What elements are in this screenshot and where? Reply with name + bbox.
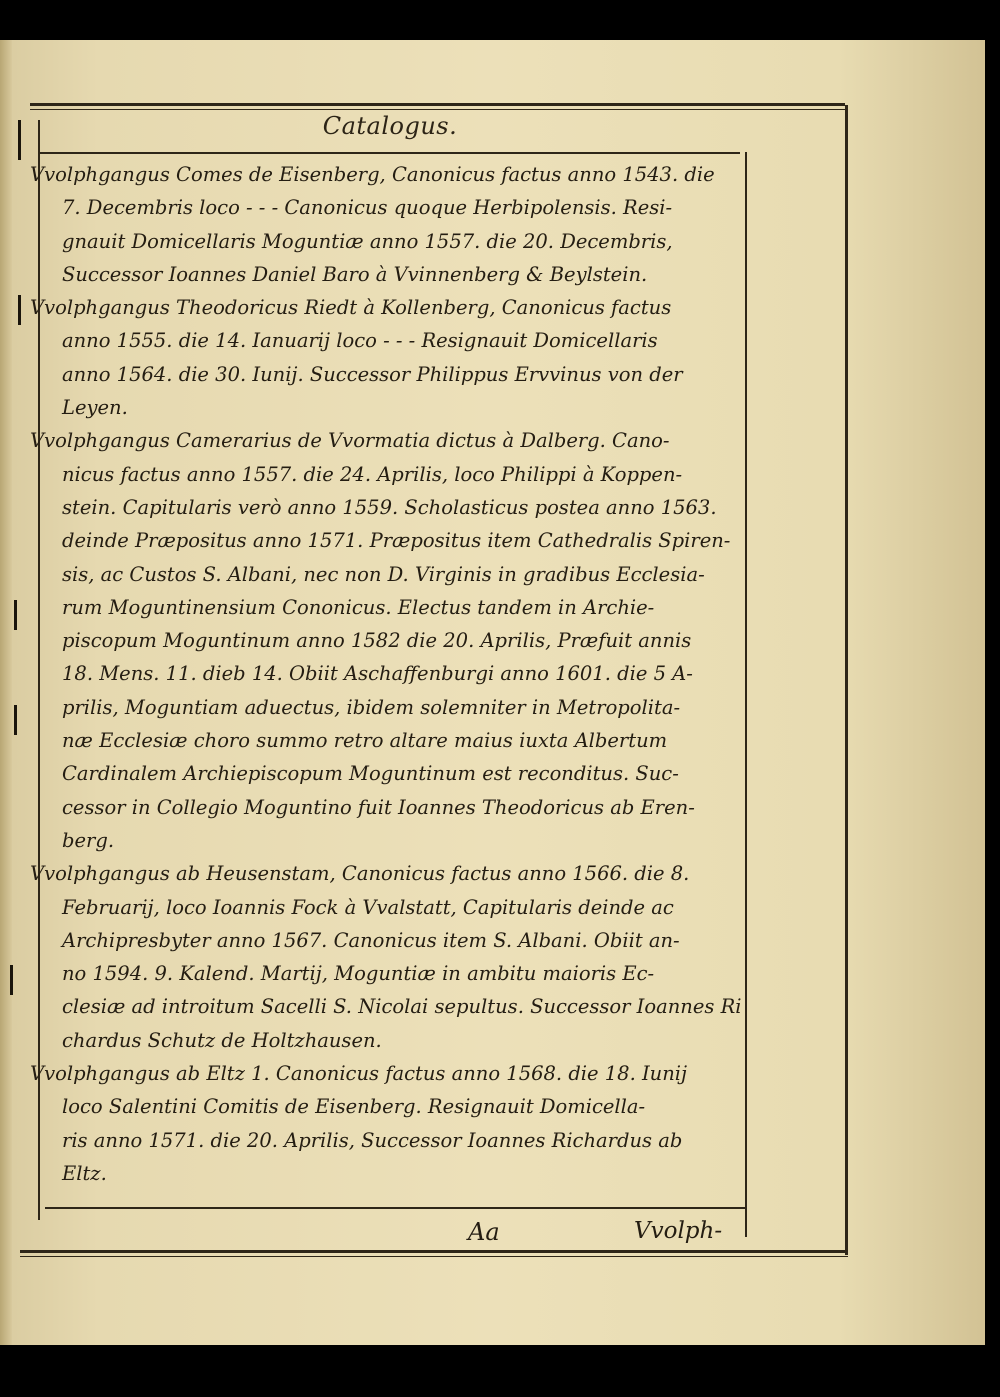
entry-line: Cardinalem Archiepiscopum Moguntinum est reconditus. Suc- xyxy=(62,762,679,786)
entry-heading-line: Vvolphgangus Camerarius de Vvormatia dictus à Dalberg. Cano- xyxy=(30,429,670,453)
bottom-rule-thin xyxy=(20,1256,848,1257)
entry-line: anno 1564. die 30. Iunij. Successor Philippus Ervvinus von der xyxy=(62,362,683,386)
entry-line: 7. Decembris loco - - - Canonicus quoque Herbipolensis. Resi- xyxy=(62,196,673,220)
catalogue-entry xyxy=(30,857,745,1057)
entry-line: rum Moguntinensium Cononicus. Electus tandem in Archie- xyxy=(62,595,655,619)
entry-line: Leyen. xyxy=(62,396,128,420)
right-frame-rule xyxy=(745,152,747,1237)
catalogue-entry xyxy=(30,291,745,424)
entry-line: nicus factus anno 1557. die 24. Aprilis, loco Philippi à Koppen- xyxy=(62,462,683,486)
entry-line: anno 1555. die 14. Ianuarij loco - - - Resignauit Domicellaris xyxy=(62,329,658,353)
entry-line: gnauit Domicellaris Moguntiæ anno 1557. die 20. Decembris, xyxy=(62,229,673,253)
entry-heading-line: Vvolphgangus ab Heusenstam, Canonicus factus anno 1566. die 8. xyxy=(30,862,690,886)
entry-line: cessor in Collegio Moguntino fuit Ioannes Theodoricus ab Eren- xyxy=(62,795,695,819)
entry-line: sis, ac Custos S. Albani, nec non D. Virginis in gradibus Ecclesia- xyxy=(62,562,705,586)
entry-line: ris anno 1571. die 20. Aprilis, Successor Ioannes Richardus ab xyxy=(62,1128,683,1152)
entry-line: næ Ecclesiæ choro summo retro altare maius iuxta Albertum xyxy=(62,729,668,753)
entry-line: Archipresbyter anno 1567. Canonicus item S. Albani. Obiit an- xyxy=(62,928,680,952)
entry-line: chardus Schutz de Holtzhausen. xyxy=(62,1028,382,1052)
entry-line: 18. Mens. 11. dieb 14. Obiit Aschaffenburgi anno 1601. die 5 A- xyxy=(62,662,693,686)
entry-line: Eltz. xyxy=(62,1161,107,1185)
entry-line: stein. Capitularis verò anno 1559. Scholasticus postea anno 1563. xyxy=(62,495,717,519)
catalogue-body xyxy=(30,158,745,1190)
margin-mark xyxy=(14,600,17,630)
entry-line: Successor Ioannes Daniel Baro à Vvinnenberg & Beylstein. xyxy=(62,262,648,286)
entry-line: loco Salentini Comitis de Eisenberg. Resignauit Domicella- xyxy=(62,1095,646,1119)
entry-line: prilis, Moguntiam aduectus, ibidem solemniter in Metropolita- xyxy=(62,695,681,719)
entry-heading-line: Vvolphgangus Theodoricus Riedt à Kollenberg, Canonicus factus xyxy=(30,296,672,320)
margin-mark xyxy=(18,120,21,160)
margin-mark xyxy=(14,705,17,735)
signature-mark: Aa xyxy=(468,1218,500,1246)
header-box-rule xyxy=(40,152,740,154)
top-rule xyxy=(30,103,845,106)
page-gutter-edge xyxy=(0,40,12,1345)
entry-line: Februarij, loco Ioannis Fock à Vvalstatt, Capitularis deinde ac xyxy=(62,895,674,919)
bottom-rule xyxy=(20,1250,848,1253)
bottom-rule-short xyxy=(45,1207,745,1209)
entry-heading-line: Vvolphgangus ab Eltz 1. Canonicus factus anno 1568. die 18. Iunij xyxy=(30,1062,688,1086)
top-rule-thin xyxy=(30,109,845,110)
entry-line: berg. xyxy=(62,828,115,852)
entry-heading-line: Vvolphgangus Comes de Eisenberg, Canonicus factus anno 1543. die xyxy=(30,163,715,186)
entry-line: clesiæ ad introitum Sacelli S. Nicolai sepultus. Successor Ioannes Ri xyxy=(62,995,742,1019)
entry-line: no 1594. 9. Kalend. Martij, Moguntiæ in ambitu maioris Ec- xyxy=(62,962,655,986)
outer-right-rule xyxy=(845,105,848,1255)
margin-mark xyxy=(18,295,21,325)
catalogue-entry xyxy=(30,1057,745,1190)
entry-line: deinde Præpositus anno 1571. Præpositus item Cathedralis Spiren- xyxy=(62,529,731,553)
margin-mark xyxy=(10,965,13,995)
catalogue-entry xyxy=(30,424,745,857)
catchword: Vvolph- xyxy=(634,1218,723,1244)
catalogue-entry xyxy=(30,158,745,291)
running-head: Catalogus. xyxy=(322,112,458,140)
entry-line: piscopum Moguntinum anno 1582 die 20. Aprilis, Præfuit annis xyxy=(62,629,692,653)
